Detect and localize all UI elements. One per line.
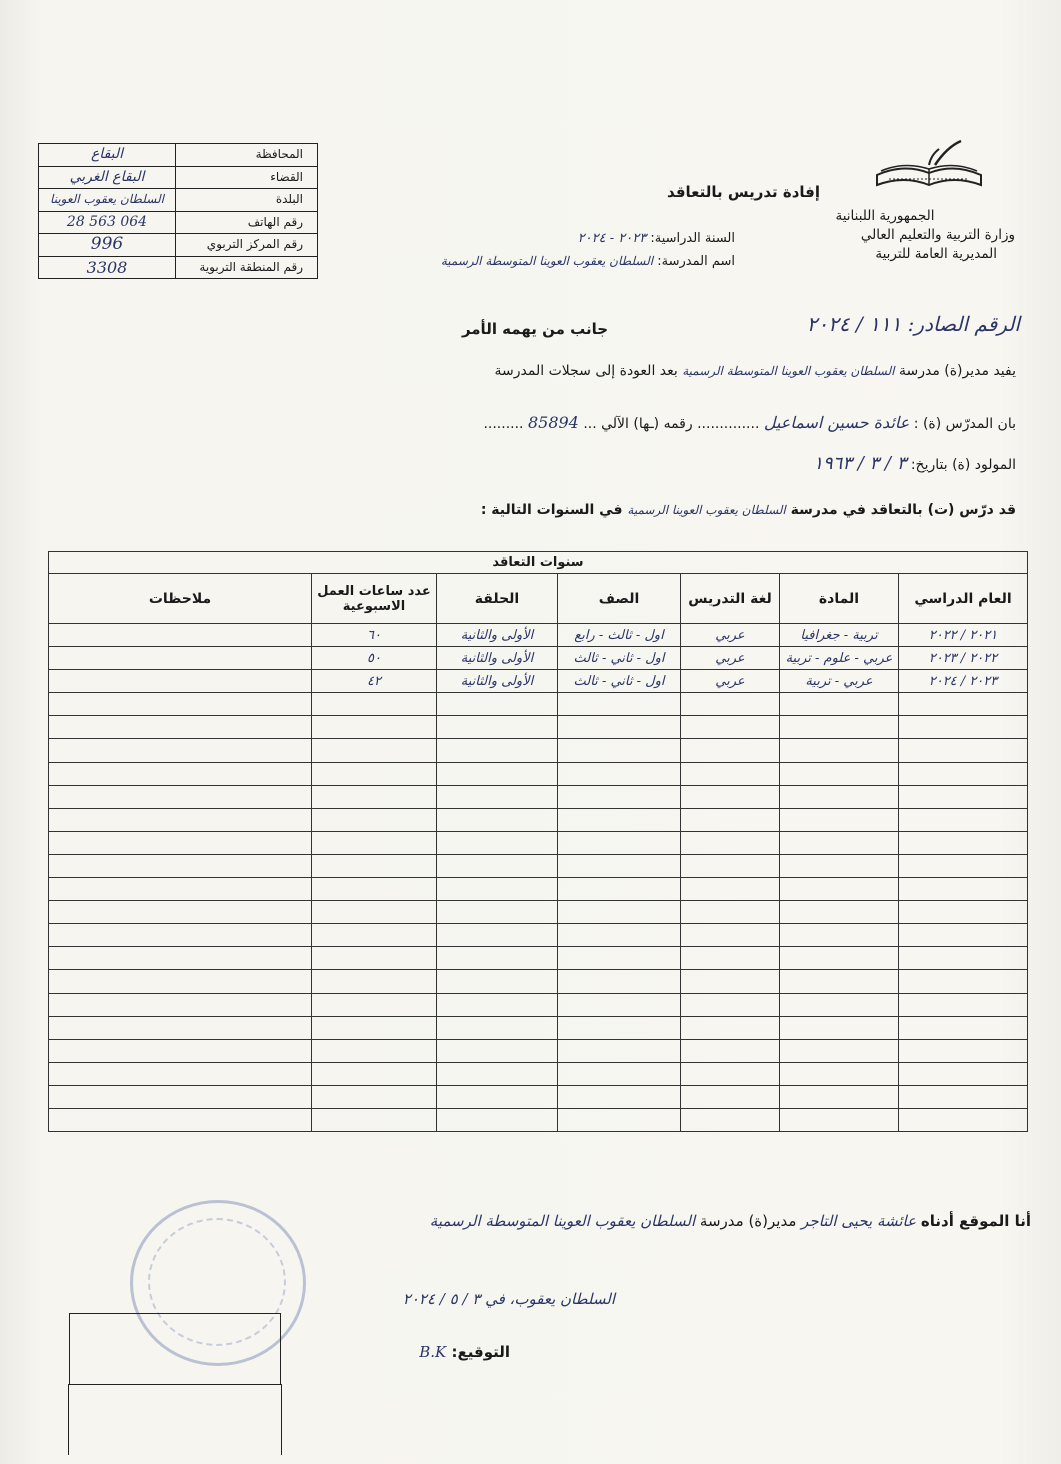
directorate-label: المديرية العامة للتربية xyxy=(875,246,997,262)
cell-empty xyxy=(49,693,312,716)
cell-notes xyxy=(49,647,312,670)
cell-year: ٢٠٢٣ / ٢٠٢٤ xyxy=(899,670,1028,693)
cell-empty xyxy=(899,1039,1028,1062)
cell-empty xyxy=(899,716,1028,739)
cell-empty xyxy=(780,1108,899,1131)
table-row-empty xyxy=(49,785,1028,808)
cell-empty xyxy=(681,716,780,739)
cell-empty xyxy=(899,878,1028,901)
cell-empty xyxy=(312,693,437,716)
table-row xyxy=(49,670,1028,693)
signature-box xyxy=(68,1384,282,1455)
cell-empty xyxy=(49,739,312,762)
info-label: رقم الهاتف xyxy=(247,214,303,229)
director-name: عائشة يحيى التاجر xyxy=(801,1212,917,1230)
cell-empty xyxy=(681,878,780,901)
cell-empty xyxy=(558,901,681,924)
cell-empty xyxy=(49,901,312,924)
table-row-empty xyxy=(49,739,1028,762)
cell-empty xyxy=(681,1039,780,1062)
cell-empty xyxy=(49,854,312,877)
cell-empty xyxy=(312,901,437,924)
cell-empty xyxy=(312,854,437,877)
cell-empty xyxy=(899,739,1028,762)
table-row-empty xyxy=(49,1085,1028,1108)
cell-empty xyxy=(558,1085,681,1108)
cell-empty xyxy=(681,739,780,762)
cell-empty xyxy=(899,808,1028,831)
cell-empty xyxy=(780,901,899,924)
info-label: رقم المنطقة التربوية xyxy=(199,259,303,274)
cell-empty xyxy=(899,1016,1028,1039)
info-row-center xyxy=(39,234,317,257)
cell-empty xyxy=(312,785,437,808)
cell-empty xyxy=(312,739,437,762)
teacher-number: 85894 xyxy=(527,413,579,432)
cell-empty xyxy=(780,1039,899,1062)
table-row-empty xyxy=(49,1016,1028,1039)
cell-empty xyxy=(899,854,1028,877)
col-header: لغة التدريس xyxy=(681,574,780,624)
cell-empty xyxy=(312,970,437,993)
cell-empty xyxy=(780,947,899,970)
body-line-1 xyxy=(316,363,1016,379)
info-row-town xyxy=(39,189,317,212)
cell-empty xyxy=(681,1085,780,1108)
table-row-empty xyxy=(49,901,1028,924)
info-label: البلدة xyxy=(275,192,303,206)
col-header: ملاحظات xyxy=(49,574,312,624)
col-header: الحلقة xyxy=(437,574,558,624)
cell-empty xyxy=(780,808,899,831)
document-title: إفادة تدريس بالتعاقد xyxy=(667,183,820,201)
cell-empty xyxy=(437,1062,558,1085)
cell-grade: اول - ثاني - ثالث xyxy=(558,670,681,693)
info-value: 996 xyxy=(39,234,176,256)
signature-value: B.K xyxy=(419,1343,447,1361)
body-text: بعد العودة إلى سجلات المدرسة xyxy=(494,363,678,379)
table-row-empty xyxy=(49,808,1028,831)
info-label: رقم المركز التربوي xyxy=(206,237,303,251)
footer-text: أنا الموقع أدناه xyxy=(920,1212,1031,1230)
cell-empty xyxy=(312,1062,437,1085)
cell-empty xyxy=(312,716,437,739)
cell-empty xyxy=(558,716,681,739)
cell-empty xyxy=(558,739,681,762)
cell-empty xyxy=(49,1039,312,1062)
cell-year: ٢٠٢٢ / ٢٠٢٣ xyxy=(899,647,1028,670)
body-line-3 xyxy=(666,453,1016,474)
cell-empty xyxy=(681,1108,780,1131)
cell-empty xyxy=(312,808,437,831)
signature-line xyxy=(400,1343,510,1361)
cell-empty xyxy=(558,785,681,808)
cell-empty xyxy=(49,1016,312,1039)
cell-empty xyxy=(681,762,780,785)
cell-empty xyxy=(681,947,780,970)
cell-empty xyxy=(312,1039,437,1062)
ministry-label: وزارة التربية والتعليم العالي xyxy=(860,227,1015,243)
cell-empty xyxy=(437,1108,558,1131)
cell-empty xyxy=(558,1108,681,1131)
cell-empty xyxy=(681,1062,780,1085)
school-year-line xyxy=(355,231,735,246)
cell-empty xyxy=(312,1085,437,1108)
cell-empty xyxy=(437,901,558,924)
cell-empty xyxy=(558,970,681,993)
reference-number: الرقم الصادر: ١١١ / ٢٠٢٤ xyxy=(806,312,1020,336)
cell-empty xyxy=(49,1062,312,1085)
col-header: عدد ساعات العمل الاسبوعية xyxy=(312,574,437,624)
cell-empty xyxy=(780,739,899,762)
cell-empty xyxy=(899,762,1028,785)
cell-empty xyxy=(312,1108,437,1131)
cell-empty xyxy=(780,924,899,947)
cell-empty xyxy=(780,993,899,1016)
cell-empty xyxy=(558,693,681,716)
cell-empty xyxy=(558,993,681,1016)
place-date: السلطان يعقوب، في ٣ / ٥ / ٢٠٢٤ xyxy=(402,1290,615,1308)
cell-empty xyxy=(558,854,681,877)
table-row-empty xyxy=(49,762,1028,785)
col-header: الصف xyxy=(558,574,681,624)
cell-empty xyxy=(437,1039,558,1062)
cell-empty xyxy=(780,716,899,739)
cell-empty xyxy=(437,878,558,901)
cell-language: عربي xyxy=(681,670,780,693)
cell-empty xyxy=(558,878,681,901)
cell-empty xyxy=(899,993,1028,1016)
cell-empty xyxy=(899,1108,1028,1131)
cell-empty xyxy=(312,831,437,854)
table-row-empty xyxy=(49,970,1028,993)
cell-subject: عربي - علوم - تربية xyxy=(780,647,899,670)
republic-label: الجمهورية اللبنانية xyxy=(835,208,935,224)
cell-grade: اول - ثاني - ثالث xyxy=(558,647,681,670)
body-text: قد درّس (ت) بالتعاقد في مدرسة xyxy=(790,502,1016,518)
cell-hours: ٦٠ xyxy=(312,624,437,647)
cell-empty xyxy=(780,1062,899,1085)
footer-text: مدير(ة) مدرسة xyxy=(699,1212,797,1230)
school-year-label: السنة الدراسية: xyxy=(650,231,735,246)
table-header-row xyxy=(49,574,1028,624)
cell-empty xyxy=(780,785,899,808)
cell-empty xyxy=(437,970,558,993)
signature-label: التوقيع: xyxy=(451,1343,510,1361)
info-row-governorate xyxy=(39,144,317,167)
cell-empty xyxy=(49,924,312,947)
cell-empty xyxy=(49,993,312,1016)
school-name-label: اسم المدرسة: xyxy=(657,254,735,269)
cell-empty xyxy=(49,970,312,993)
cell-empty xyxy=(437,693,558,716)
cell-empty xyxy=(49,1108,312,1131)
handwritten-school: السلطان يعقوب العوينا المتوسطة الرسمية xyxy=(429,1212,696,1230)
info-value: البقاع الغربي xyxy=(39,167,176,189)
cell-empty xyxy=(558,808,681,831)
cell-empty xyxy=(899,1085,1028,1108)
cell-cycle: الأولى والثانية xyxy=(437,624,558,647)
table-row-empty xyxy=(49,947,1028,970)
cell-language: عربي xyxy=(681,624,780,647)
info-label: المحافظة xyxy=(255,147,303,161)
cell-empty xyxy=(558,1016,681,1039)
info-value: البقاع xyxy=(39,144,176,166)
info-value: 28 563 064 xyxy=(39,212,176,234)
cell-empty xyxy=(437,924,558,947)
cell-empty xyxy=(312,924,437,947)
cell-empty xyxy=(681,970,780,993)
cell-subject: عربي - تربية xyxy=(780,670,899,693)
cell-empty xyxy=(49,878,312,901)
cell-empty xyxy=(558,924,681,947)
ministry-header xyxy=(785,207,1015,264)
cell-empty xyxy=(681,993,780,1016)
cell-empty xyxy=(437,716,558,739)
cell-language: عربي xyxy=(681,647,780,670)
cell-empty xyxy=(899,947,1028,970)
body-line-4 xyxy=(376,502,1016,518)
cell-empty xyxy=(899,785,1028,808)
cell-empty xyxy=(681,854,780,877)
cell-empty xyxy=(437,854,558,877)
table-row-empty xyxy=(49,716,1028,739)
birth-date: ٣ / ٣ / ١٩٦٣ xyxy=(813,453,907,474)
table-row-empty xyxy=(49,693,1028,716)
table-row xyxy=(49,624,1028,647)
cell-empty xyxy=(49,762,312,785)
cell-empty xyxy=(899,831,1028,854)
table-row xyxy=(49,647,1028,670)
cell-empty xyxy=(437,993,558,1016)
teacher-name: عائدة حسين اسماعيل xyxy=(763,413,910,432)
body-line-2: بان المدرّس (ة) : عائدة حسين اسماعيل .............. رقمه (ـها) الآلي ... 85894 ......... xyxy=(483,413,1016,432)
body-text: بان المدرّس (ة) : xyxy=(913,416,1016,432)
cell-empty xyxy=(437,739,558,762)
table-row-empty xyxy=(49,1108,1028,1131)
cell-empty xyxy=(437,808,558,831)
cell-empty xyxy=(49,1085,312,1108)
cell-empty xyxy=(437,947,558,970)
info-row-district xyxy=(39,167,317,190)
table-row-empty xyxy=(49,854,1028,877)
table-caption: سنوات التعاقد xyxy=(49,552,1028,574)
info-row-phone xyxy=(39,212,317,235)
cell-year: ٢٠٢١ / ٢٠٢٢ xyxy=(899,624,1028,647)
info-label: القضاء xyxy=(270,169,303,184)
book-logo-icon xyxy=(869,135,989,195)
info-value: 3308 xyxy=(39,257,176,279)
cell-notes xyxy=(49,670,312,693)
cell-notes xyxy=(49,624,312,647)
school-name-value: السلطان يعقوب العوينا المتوسطة الرسمية xyxy=(440,254,654,268)
school-year-value: ٢٠٢٣ - ٢٠٢٤ xyxy=(577,231,647,246)
cell-empty xyxy=(780,854,899,877)
contract-years-table xyxy=(48,551,1028,1132)
body-text: رقمه (ـها) الآلي xyxy=(601,416,693,432)
cell-empty xyxy=(49,831,312,854)
handwritten-school: السلطان يعقوب العوينا المتوسطة الرسمية xyxy=(682,364,895,378)
table-row-empty xyxy=(49,878,1028,901)
col-header: العام الدراسي xyxy=(899,574,1028,624)
info-box xyxy=(38,143,318,279)
table-row-empty xyxy=(49,1062,1028,1085)
to-whom-heading: جانب من يهمه الأمر xyxy=(461,320,609,338)
cell-empty xyxy=(899,901,1028,924)
cell-empty xyxy=(437,831,558,854)
cell-empty xyxy=(437,785,558,808)
table-row-empty xyxy=(49,831,1028,854)
cell-empty xyxy=(312,878,437,901)
table-row-empty xyxy=(49,993,1028,1016)
cell-empty xyxy=(681,901,780,924)
cell-hours: ٥٠ xyxy=(312,647,437,670)
cell-empty xyxy=(312,1016,437,1039)
cell-empty xyxy=(437,762,558,785)
cell-empty xyxy=(899,1062,1028,1085)
school-name-line xyxy=(355,254,735,269)
cell-empty xyxy=(681,831,780,854)
cell-empty xyxy=(437,1085,558,1108)
cell-empty xyxy=(681,693,780,716)
col-header: المادة xyxy=(780,574,899,624)
cell-subject: تربية - جغرافيا xyxy=(780,624,899,647)
body-text: المولود (ة) بتاريخ: xyxy=(910,457,1016,473)
table-row-empty xyxy=(49,1039,1028,1062)
cell-empty xyxy=(780,762,899,785)
cell-hours: ٤٢ xyxy=(312,670,437,693)
body-text: يفيد مدير(ة) مدرسة xyxy=(898,363,1016,379)
cell-empty xyxy=(899,693,1028,716)
cell-empty xyxy=(558,947,681,970)
cell-empty xyxy=(780,831,899,854)
cell-empty xyxy=(780,878,899,901)
cell-empty xyxy=(558,1039,681,1062)
body-text: في السنوات التالية : xyxy=(480,502,623,518)
cell-empty xyxy=(681,1016,780,1039)
cell-empty xyxy=(49,716,312,739)
cell-empty xyxy=(558,1062,681,1085)
cell-empty xyxy=(312,947,437,970)
handwritten-school: السلطان يعقوب العوينا الرسمية xyxy=(627,503,786,517)
cell-empty xyxy=(780,1016,899,1039)
cell-cycle: الأولى والثانية xyxy=(437,670,558,693)
cell-empty xyxy=(780,693,899,716)
cell-empty xyxy=(49,947,312,970)
info-value: السلطان يعقوب العوينا xyxy=(39,189,176,211)
cell-empty xyxy=(899,970,1028,993)
cell-empty xyxy=(681,785,780,808)
cell-empty xyxy=(49,785,312,808)
info-row-region xyxy=(39,257,317,279)
cell-empty xyxy=(780,970,899,993)
cell-empty xyxy=(312,993,437,1016)
table-row-empty xyxy=(49,924,1028,947)
cell-empty xyxy=(681,924,780,947)
cell-grade: اول - ثالث - رابع xyxy=(558,624,681,647)
cell-empty xyxy=(312,762,437,785)
cell-empty xyxy=(681,808,780,831)
cell-empty xyxy=(780,1085,899,1108)
cell-empty xyxy=(558,762,681,785)
cell-cycle: الأولى والثانية xyxy=(437,647,558,670)
cell-empty xyxy=(558,831,681,854)
cell-empty xyxy=(899,924,1028,947)
cell-empty xyxy=(49,808,312,831)
cell-empty xyxy=(437,1016,558,1039)
